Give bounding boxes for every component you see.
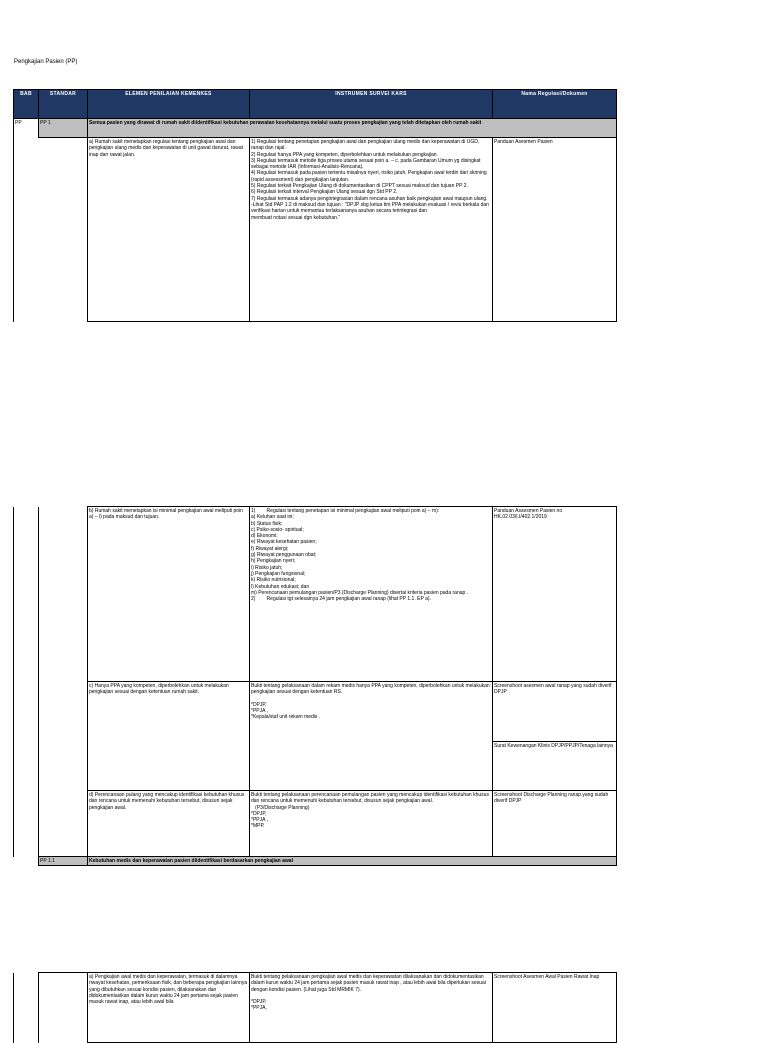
regulasi-cell: Surat Kewenangan Klinis DPJP/PPJP/Tenaga lainnya xyxy=(493,742,617,791)
instrumen-cell: 1) Regulasi tentang penetapan pengkajian awal dan pengkajian ulang medis dan keperawatan di UGD, ranap dan rajal. 2) Regulasi hanya PPA yang kompeten, diperbolehkan untuk melakukan pengkajian. 3) Regulasi termasuk metode tiga proses utama sesuai poin a. – c. pada Gambaran Umum yg disingkat sebagai metode IAR (Informasi-Analisis-Rencana). 4) Regulasi termasuk pada pasien tertentu misalnya nyeri, risiko jatuh, Pengkajian awal terdiri dari skrining (rapid assessment) dan pengkajian lanjutan. 5) Regulasi terkait Pengkajian Ulang di dokumentasikan di CPPT sesuai maksud dan tujuan PP 2. 6) Regulasi terkait interval Pengkajian Ulang sesuai dgn Std PP 2. 7) Regulasi termasuk adanya pengintegrasian dalam rencana asuhan baik pengkajian awal maupun ulang. -Lihat Std PAP 1.2 di maksud dan tujuan : "DPJP sbg ketua tim PPA melakukan evaluasi / reviu berkala dan verifikasi harian untuk memantau terlaksananya asuhan secara terintegrasi dan membuat notasi sesuai dgn kebutuhan." xyxy=(250,138,493,322)
assessment-table-3 xyxy=(13,972,617,1043)
standard-description: Kebutuhan medis dan keperawatan pasien diidentifikasi berdasarkan pengkajian awal xyxy=(88,857,617,866)
col-header-elemen: ELEMEN PENILAIAN KEMENKES xyxy=(88,90,250,119)
assessment-table-1 xyxy=(13,89,617,322)
col-header-bab: BAB xyxy=(14,90,39,119)
elemen-cell: b) Rumah sakit menetapkan isi minimal pengkajian awal meliputi poin a) – l) pada maksud dan tujuan. xyxy=(88,507,250,682)
bab-cell: PP xyxy=(14,119,39,138)
regulasi-cell: Screenshoot asesmen awal ranap yang sudah diverif DPJP xyxy=(493,682,617,742)
standard-description: Semua pasien yang dirawat di rumah sakit diidentifikasi kebutuhan perawatan kesehatannya melalui suatu proses pengkajian yang telah ditetapkan oleh rumah sakit xyxy=(88,119,617,138)
elemen-cell: a) Rumah sakit menetapkan regulasi tentang pengkajian awal dan pengkajian ulang medis dan keperawatan di unit gawat darurat, rawat inap dan rawat jalan. xyxy=(88,138,250,322)
instrumen-cell: Bukti tentang pelaksanaan perencanaan pemulangan pasien yang mencakup identifikasi kebutuhan khusus dan rencana untuk memenuhi kebutuhan tersebut, disusun sejak pengkajian awal. (P3/Discharge Planning) *DPJP, *PPJA , *MPP. xyxy=(250,791,493,857)
elemen-cell: a) Pengkajian awal medis dan keperawatan, termasuk di dalamnya riwayat kesehatan, pemeriksaan fisik, dan beberapa pengkajian lainnya yang dibutuhkan sesuai kondisi pasien, dilaksanakan dan didokumentasikan dalam kurun waktu 24 jam pertama sejak pasien masuk rawat inap, atau lebih awal bila xyxy=(88,973,250,1043)
regulasi-cell: Panduan Asesmen Pasien xyxy=(493,138,617,322)
col-header-regulasi: Nama Regulasi/Dokumen xyxy=(493,90,617,119)
regulasi-cell: Screenshoot Discharge Planning ranap yang sudah diverif DPJP xyxy=(493,791,617,857)
col-header-instrumen: INSTRUMEN SURVEI KARS xyxy=(250,90,493,119)
instrumen-cell: Bukti tentang pelaksanaan pengkajian awal medis dan keperawatan dilaksanakan dan didokumentasikan dalam kurun waktu 24 jam pertama sejak pasien masuk rawat inap , atau lebih awal bila diperlukan sesuai dengan kondisi pasien. (Lihat juga Std MRMIK 7). *DPJP, *PPJA, xyxy=(250,973,493,1043)
instrumen-cell: Bukti tentang pelaksanaan dalam rekam medis hanya PPA yang kompeten, diperbolehkan untuk melakukan pengkajian sesuai dengan ketentuan RS. *DPJP, *PPJA , *Kepala/staf unit rekam medis . xyxy=(250,682,493,791)
instrumen-cell: 1) Regulasi tentang penetapan isi minimal pengkajian awal meliputi poin a) – m): a) Keluhan saat ini; b) Status fisik; c) Psiko-sosio- spiritual; d) Ekonomi; e) Riwayat kesehatan pasien; f) Riwayat alergi; g) Riwayat penggunaan obat; h) Pengkajian nyeri; i) Risiko jatuh; j) Pengkajian fungsional; k) Risiko nutrisional; l) Kebutuhan edukasi; dan m) Perencanaan pemulangan pasien/P3 (Discharge Planning) disertai kriteria pasien pada ranap . 2) Regulasi tgt selesainya 24 jam pengkajian awal ranap (lihat PP 1.1. EP a). xyxy=(250,507,493,682)
elemen-cell: d) Perencanaan pulang yang mencakup identifikasi kebutuhan khusus dan rencana untuk memenuhi kebutuhan tersebut, disusun sejak pengkajian awal. xyxy=(88,791,250,857)
regulasi-cell: Panduan Assesmen Pasien no HK.02.03/I.I/402.1/2019 xyxy=(493,507,617,682)
page-title: Pengkajian Pasien (PP) xyxy=(14,59,78,65)
regulasi-cell: Screenshoot Asesmen Awal Pasien Rawat Inap xyxy=(493,973,617,1043)
col-header-standar: STANDAR xyxy=(39,90,88,119)
standar-cell: PP 1 xyxy=(39,119,88,138)
assessment-table-2 xyxy=(13,506,617,866)
standar-cell: PP 1.1 xyxy=(39,857,88,866)
elemen-cell: c) Hanya PPA yang kompeten, diperbolehkan untuk melakukan pengkajian sesuai dengan ketentuan rumah sakit. xyxy=(88,682,250,791)
